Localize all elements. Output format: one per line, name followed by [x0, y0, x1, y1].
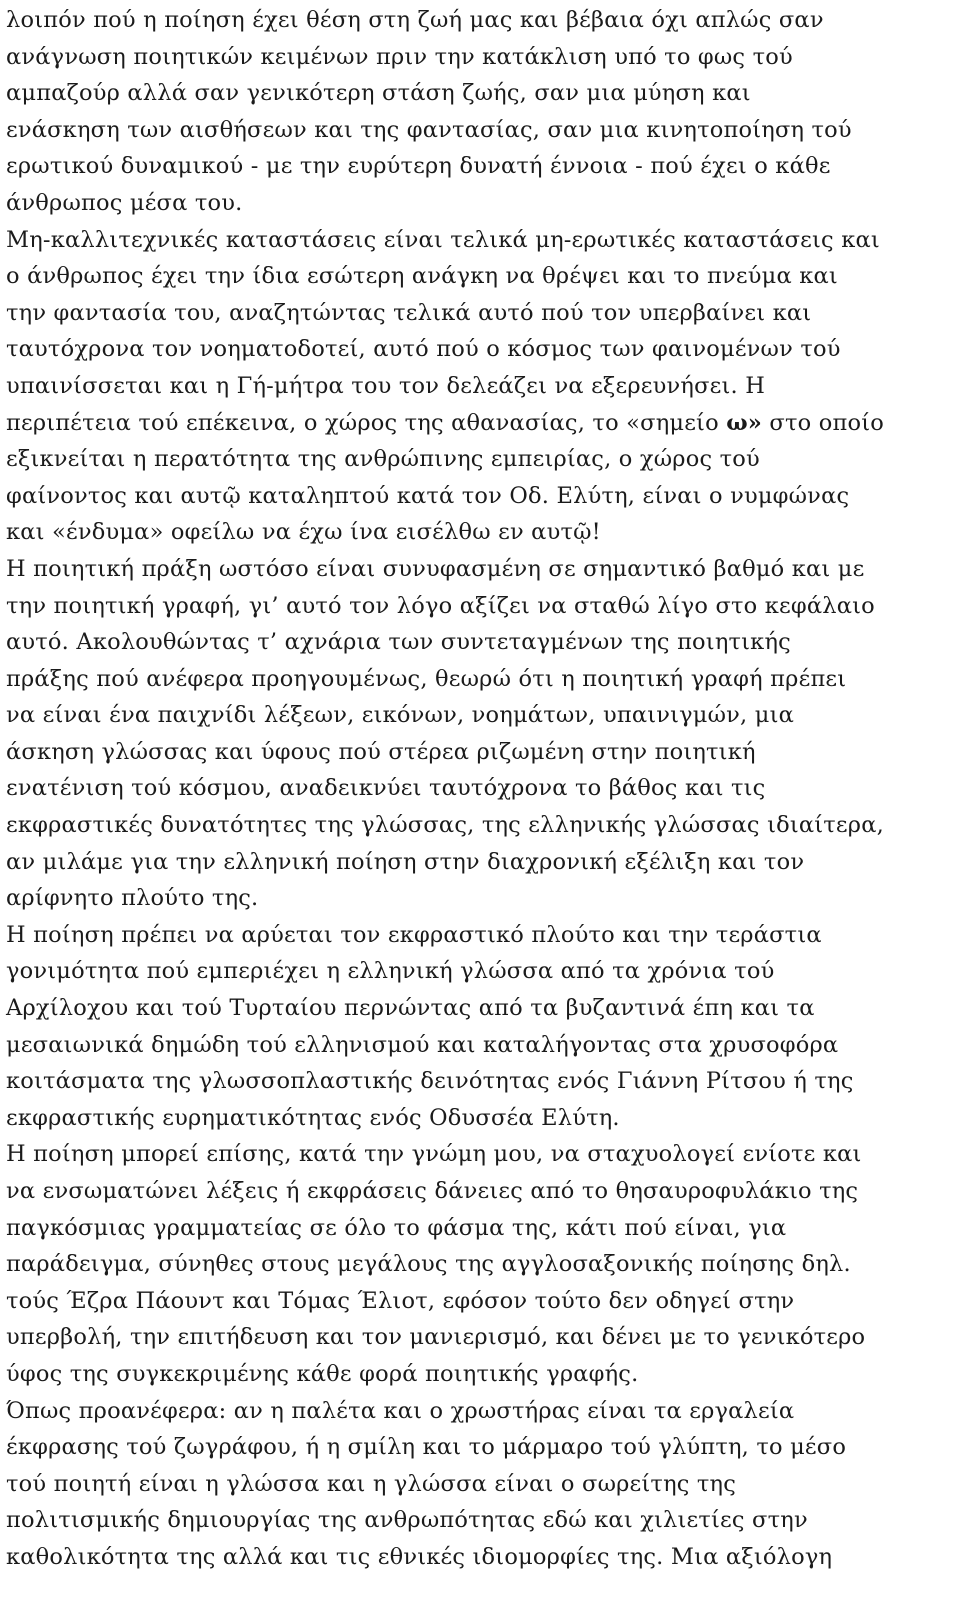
text-line: Η ποιητική πράξη ωστόσο είναι συνυφασμένη σε σημαντικό βαθμό και με	[6, 555, 865, 582]
text-line: Η ποίηση μπορεί επίσης, κατά την γνώμη μου, να σταχυολογεί ενίοτε και	[6, 1141, 862, 1168]
text-line: να ενσωματώνει λέξεις ή εκφράσεις δάνειες από το θησαυροφυλάκιο της	[6, 1178, 859, 1204]
text-line: αρίφνητο πλούτο της.	[6, 885, 259, 912]
text-line: μεσαιωνικά δημώδη τού ελληνισμού και καταλήγοντας στα χρυσοφόρα	[6, 1031, 839, 1058]
text-line: εκφραστικές δυνατότητες της γλώσσας, της ελληνικής γλώσσας ιδιαίτερα,	[6, 812, 884, 839]
text-line: αν μιλάμε για την ελληνική ποίηση στην διαχρονική εξέλιξη και τον	[6, 848, 805, 875]
text-line: έκφρασης τού ζωγράφου, ή η σμίλη και το μάρμαρο τού γλύπτη, το μέσο	[6, 1434, 847, 1461]
text-line: φαίνοντος και αυτῷ καταληπτού κατά τον Οδ. Ελύτη, είναι ο νυμφώνας	[6, 482, 850, 509]
text-line: υπαινίσσεται και η Γή-μήτρα του τον δελεάζει να εξερευνήσει. Η	[6, 372, 766, 399]
text-line: κοιτάσματα της γλωσσοπλαστικής δεινότητας ενός Γιάννη Ρίτσου ή της	[6, 1068, 854, 1095]
text-line: τούς Έζρα Πάουντ και Τόμας Έλιοτ, εφόσον τούτο δεν οδηγεί στην	[6, 1287, 795, 1314]
text-line: εκφραστικής ευρηματικότητας ενός Οδυσσέα Ελύτη.	[6, 1104, 620, 1131]
omega-symbol: ω»	[726, 409, 763, 436]
text-line: πράξης πού ανέφερα προηγουμένως, θεωρώ ότι η ποιητική γραφή πρέπει	[6, 665, 847, 692]
text-line: ενατένιση τού κόσμου, αναδεικνύει ταυτόχρονα το βάθος και τις	[6, 775, 766, 802]
text-line: ο άνθρωπος έχει την ίδια εσώτερη ανάγκη να θρέψει και το πνεύμα και	[6, 263, 838, 290]
text-line: γονιμότητα πού εμπεριέχει η ελληνική γλώσσα από τα χρόνια τού	[6, 958, 775, 985]
text-line: και «ένδυμα» οφείλω να έχω ίνα εισέλθω εν αυτῷ!	[6, 519, 601, 546]
text-line: υπερβολή, την επιτήδευση και τον μανιερισμό, και δένει με το γενικότερο	[6, 1324, 866, 1351]
text-line: παράδειγμα, σύνηθες στους μεγάλους της αγγλοσαξονικής ποίησης δηλ.	[6, 1251, 851, 1278]
text-line: ύφος της συγκεκριμένης κάθε φορά ποιητικής γραφής.	[6, 1360, 639, 1387]
text-line: Μη-καλλιτεχνικές καταστάσεις είναι τελικά μη-ερωτικές καταστάσεις και	[6, 226, 880, 253]
text-line: ανάγνωση ποιητικών κειμένων πριν την κατάκλιση υπό το φως τού	[6, 43, 793, 70]
text-line: αμπαζούρ αλλά σαν γενικότερη στάση ζωής, σαν μια μύηση και	[6, 80, 751, 107]
text-line: άσκηση γλώσσας και ύφους πού στέρεα ριζωμένη στην ποιητική	[6, 738, 756, 765]
text-line: αυτό. Ακολουθώντας τ’ αχνάρια των συντεταγμένων της ποιητικής	[6, 629, 791, 656]
text-line: να είναι ένα παιχνίδι λέξεων, εικόνων, νοημάτων, υπαινιγμών, μια	[6, 702, 794, 729]
text-line: παγκόσμιας γραμματείας σε όλο το φάσμα της, κάτι πού είναι, για	[6, 1214, 787, 1241]
text-line: ενάσκηση των αισθήσεων και της φαντασίας, σαν μια κινητοποίηση τού	[6, 116, 852, 143]
text-line: τού ποιητή είναι η γλώσσα και η γλώσσα είναι ο σωρείτης της	[6, 1470, 737, 1497]
text-line: άνθρωπος μέσα του.	[6, 189, 243, 216]
text-line: την φαντασία του, αναζητώντας τελικά αυτό πού τον υπερβαίνει και	[6, 299, 812, 326]
text-line: ταυτόχρονα τον νοηματοδοτεί, αυτό πού ο κόσμος των φαινομένων τού	[6, 336, 841, 363]
text-line	[6, 405, 950, 442]
text-line: λοιπόν πού η ποίηση έχει θέση στη ζωή μας και βέβαια όχι απλώς σαν	[6, 7, 824, 33]
text-line: καθολικότητα της αλλά και τις εθνικές ιδιομορφίες της. Μια αξιόλογη	[6, 1543, 833, 1570]
text-line: την ποιητική γραφή, γι’ αυτό τον λόγο αξίζει να σταθώ λίγο στο κεφάλαιο	[6, 592, 875, 619]
text-line: ερωτικού δυναμικού - με την ευρύτερη δυνατή έννοια - πού έχει ο κάθε	[6, 153, 831, 180]
text-line: εξικνείται η περατότητα της ανθρώπινης εμπειρίας, ο χώρος τού	[6, 446, 760, 473]
text-line: Η ποίηση πρέπει να αρύεται τον εκφραστικό πλούτο και την τεράστια	[6, 921, 822, 948]
text-segment: περιπέτεια τού επέκεινα, ο χώρος της αθανασίας, το «σημείο	[6, 409, 727, 436]
text-line: Αρχίλοχου και τού Τυρταίου περνώντας από τα βυζαντινά έπη και τα	[6, 995, 815, 1022]
text-line: Όπως προανέφερα: αν η παλέτα και ο χρωστήρας είναι τα εργαλεία	[6, 1397, 795, 1424]
text-segment: στο οποίο	[762, 409, 884, 436]
text-line: πολιτισμικής δημιουργίας της ανθρωπότητας εδώ και χιλιετίες στην	[6, 1507, 808, 1534]
